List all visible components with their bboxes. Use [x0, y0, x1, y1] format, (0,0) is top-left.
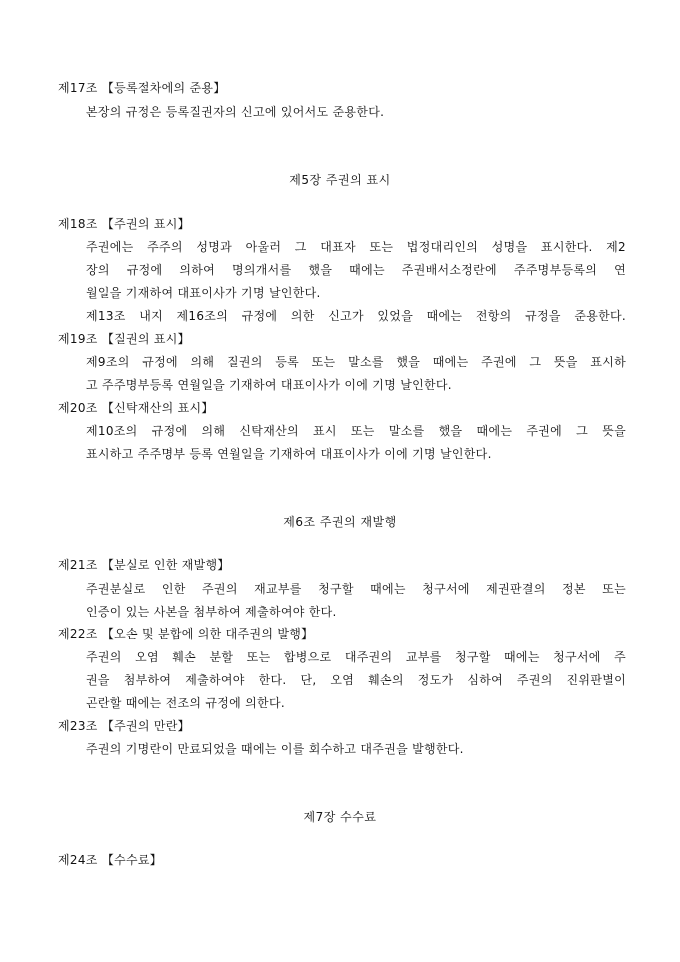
chapter-7-heading: 제7장 수수료 [303, 810, 377, 824]
article-18-line-4: 제13조 내지 제16조의 규정에 의한 신고가 있었을 때에는 전항의 규정을 준용한다. [86, 309, 626, 323]
article-20-line-2: 표시하고 주주명부 등록 연월일을 기재하여 대표이사가 이에 기명 날인한다. [86, 447, 492, 461]
article-17-line-1: 본장의 규정은 등록질권자의 신고에 있어서도 준용한다. [86, 105, 385, 119]
article-18-line-2: 장의 규정에 의하여 명의개서를 했을 때에는 주권배서소정란에 주주명부등록의 연 [86, 263, 626, 277]
article-22-line-2: 권을 첨부하여 제출하여야 한다. 단, 오염 훼손의 정도가 심하여 주권의 진위판별이 [86, 673, 626, 687]
article-18-line-3: 월일을 기재하여 대표이사가 기명 날인한다. [86, 286, 321, 300]
article-17-title: 제17조 【등록절차에의 준용】 [58, 81, 226, 95]
article-23-title: 제23조 【주권의 만란】 [58, 719, 190, 733]
chapter-6-heading: 제6조 주권의 재발행 [283, 515, 397, 529]
article-22-line-1: 주권의 오염 훼손 분할 또는 합병으로 대주권의 교부를 청구할 때에는 청구서에 주 [86, 650, 626, 664]
article-18-line-1: 주권에는 주주의 성명과 아울러 그 대표자 또는 법정대리인의 성명을 표시한다. 제2 [86, 240, 626, 254]
article-19-line-1: 제9조의 규정에 의해 질권의 등록 또는 말소를 했을 때에는 주권에 그 뜻을 표시하 [86, 355, 626, 369]
article-22-line-3: 곤란할 때에는 전조의 규정에 의한다. [86, 696, 285, 710]
article-21-line-2: 인증이 있는 사본을 첨부하여 제출하여야 한다. [86, 605, 337, 619]
article-23-line-1: 주권의 기명란이 만료되었을 때에는 이를 회수하고 대주권을 발행한다. [86, 742, 464, 756]
article-22-title: 제22조 【오손 및 분합에 의한 대주권의 발행】 [58, 627, 314, 641]
article-21-line-1: 주권분실로 인한 주권의 재교부를 청구할 때에는 청구서에 제권판결의 정본 또는 [86, 582, 626, 596]
article-21-title: 제21조 【분실로 인한 재발행】 [58, 558, 230, 572]
article-19-title: 제19조 【질권의 표시】 [58, 332, 190, 346]
chapter-5-heading: 제5장 주권의 표시 [289, 173, 391, 187]
article-19-line-2: 고 주주명부등록 연월일을 기재하여 대표이사가 이에 기명 날인한다. [86, 378, 452, 392]
article-20-title: 제20조 【신탁재산의 표시】 [58, 401, 214, 415]
article-20-line-1: 제10조의 규정에 의해 신탁재산의 표시 또는 말소를 했을 때에는 주권에 그 뜻을 [86, 424, 626, 438]
article-18-title: 제18조 【주권의 표시】 [58, 217, 190, 231]
article-24-title: 제24조 【수수료】 [58, 853, 163, 867]
